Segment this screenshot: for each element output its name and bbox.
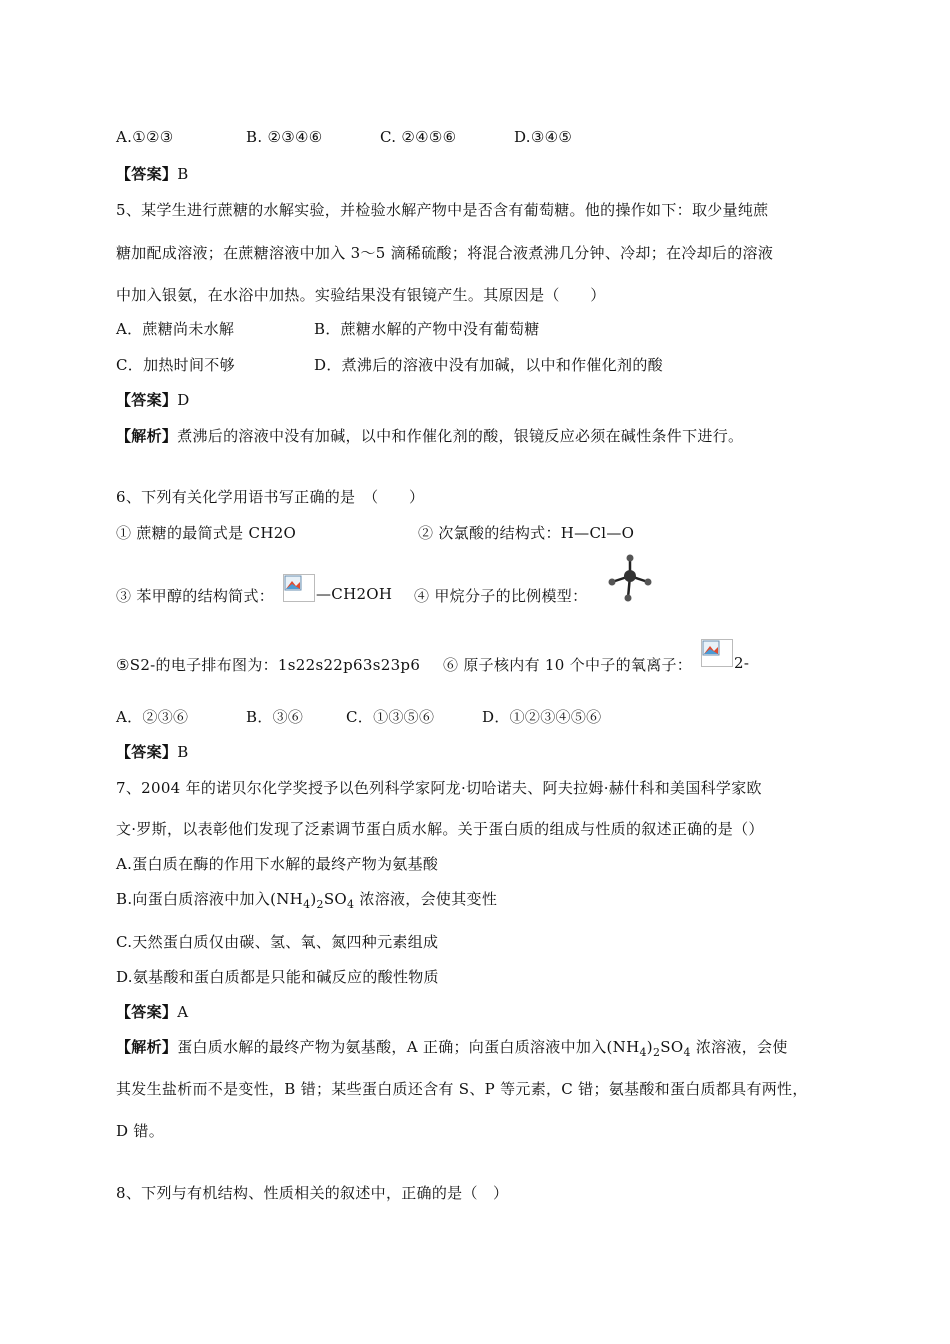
q4-option-a: A.①②③ (116, 128, 174, 146)
q7-analysis-line-1: 【解析】蛋白质水解的最终产物为氨基酸，A 正确；向蛋白质溶液中加入$(NH_4)_2SO_4$ 浓溶液，会使 (116, 1038, 788, 1059)
q6-item-3-suffix: —CH2OH (316, 585, 393, 603)
q5-answer: 【答案】D (116, 391, 190, 409)
q6-item-1: ① 蔗糖的最简式是 CH2O (116, 524, 297, 542)
q6-item-5: ⑤S2-的电子排布图为：1s22s22p63s23p6 (116, 656, 421, 674)
q6-option-b: B．③⑥ (246, 708, 304, 726)
q6-option-c: C．①③⑤⑥ (346, 708, 435, 726)
q6-item-4: ④ 甲烷分子的比例模型： (414, 587, 588, 605)
q6-stem: 6、下列有关化学用语书写正确的是 （ ） (116, 488, 425, 506)
q6-option-d: D．①②③④⑤⑥ (482, 708, 602, 726)
q6-item-6-prefix: ⑥ 原子核内有 10 个中子的氧离子： (443, 656, 693, 674)
q6-item-3-prefix: ③ 苯甲醇的结构简式： (116, 587, 275, 605)
q4-answer: 【答案】B (116, 165, 189, 183)
q6-option-a: A．②③⑥ (116, 708, 189, 726)
q6-item-6-suffix: 2- (734, 654, 750, 672)
q5-option-a: A．蔗糖尚未水解 (116, 320, 235, 338)
broken-image-icon (701, 639, 733, 667)
broken-image-icon (283, 574, 315, 602)
q5-analysis: 【解析】煮沸后的溶液中没有加碱，以中和作催化剂的酸，银镜反应必须在碱性条件下进行。 (116, 427, 744, 445)
q5-option-c: C．加热时间不够 (116, 356, 235, 374)
q7-analysis-line-2: 其发生盐析而不是变性，B 错；某些蛋白质还含有 S、P 等元素，C 错；氨基酸和蛋白质都具有两性， (116, 1080, 808, 1098)
q4-option-b: B. ②③④⑥ (246, 128, 323, 146)
q6-item-2: ② 次氯酸的结构式：H—Cl—O (418, 524, 635, 542)
q7-option-d: D.氨基酸和蛋白质都是只能和碱反应的酸性物质 (116, 968, 439, 986)
q7-option-b: B.向蛋白质溶液中加入$(NH_4)_2SO_4$ 浓溶液，会使其变性 (116, 890, 498, 911)
q4-option-d: D.③④⑤ (514, 128, 573, 146)
q7-stem-line-2: 文·罗斯，以表彰他们发现了泛素调节蛋白质水解。关于蛋白质的组成与性质的叙述正确的是（） (116, 820, 764, 838)
q7-stem-line-1: 7、2004 年的诺贝尔化学奖授予以色列科学家阿龙·切哈诺夫、阿夫拉姆·赫什科和美国科学家欧 (116, 779, 762, 797)
q5-option-d: D．煮沸后的溶液中没有加碱，以中和作催化剂的酸 (314, 356, 663, 374)
q7-answer: 【答案】A (116, 1003, 189, 1021)
q7-option-a: A.蛋白质在酶的作用下水解的最终产物为氨基酸 (116, 855, 439, 873)
q5-stem-line-3: 中加入银氨，在水浴中加热。实验结果没有银镜产生。其原因是（ ） (116, 286, 606, 304)
q5-stem-line-1: 5、某学生进行蔗糖的水解实验，并检验水解产物中是否含有葡萄糖。他的操作如下：取少量纯蔗 (116, 201, 769, 219)
q5-stem-line-2: 糖加配成溶液；在蔗糖溶液中加入 3～5 滴稀硫酸；将混合液煮沸几分钟、冷却；在冷却后的溶液 (116, 244, 774, 262)
q7-analysis-line-3: D 错。 (116, 1122, 164, 1140)
q5-option-b: B．蔗糖水解的产物中没有葡萄糖 (314, 320, 540, 338)
q6-answer: 【答案】B (116, 743, 189, 761)
q7-option-c: C.天然蛋白质仅由碳、氢、氧、氮四种元素组成 (116, 933, 439, 951)
q8-stem: 8、下列与有机结构、性质相关的叙述中，正确的是（ ） (116, 1184, 509, 1202)
q4-option-c: C. ②④⑤⑥ (380, 128, 457, 146)
methane-model-image (604, 552, 656, 604)
